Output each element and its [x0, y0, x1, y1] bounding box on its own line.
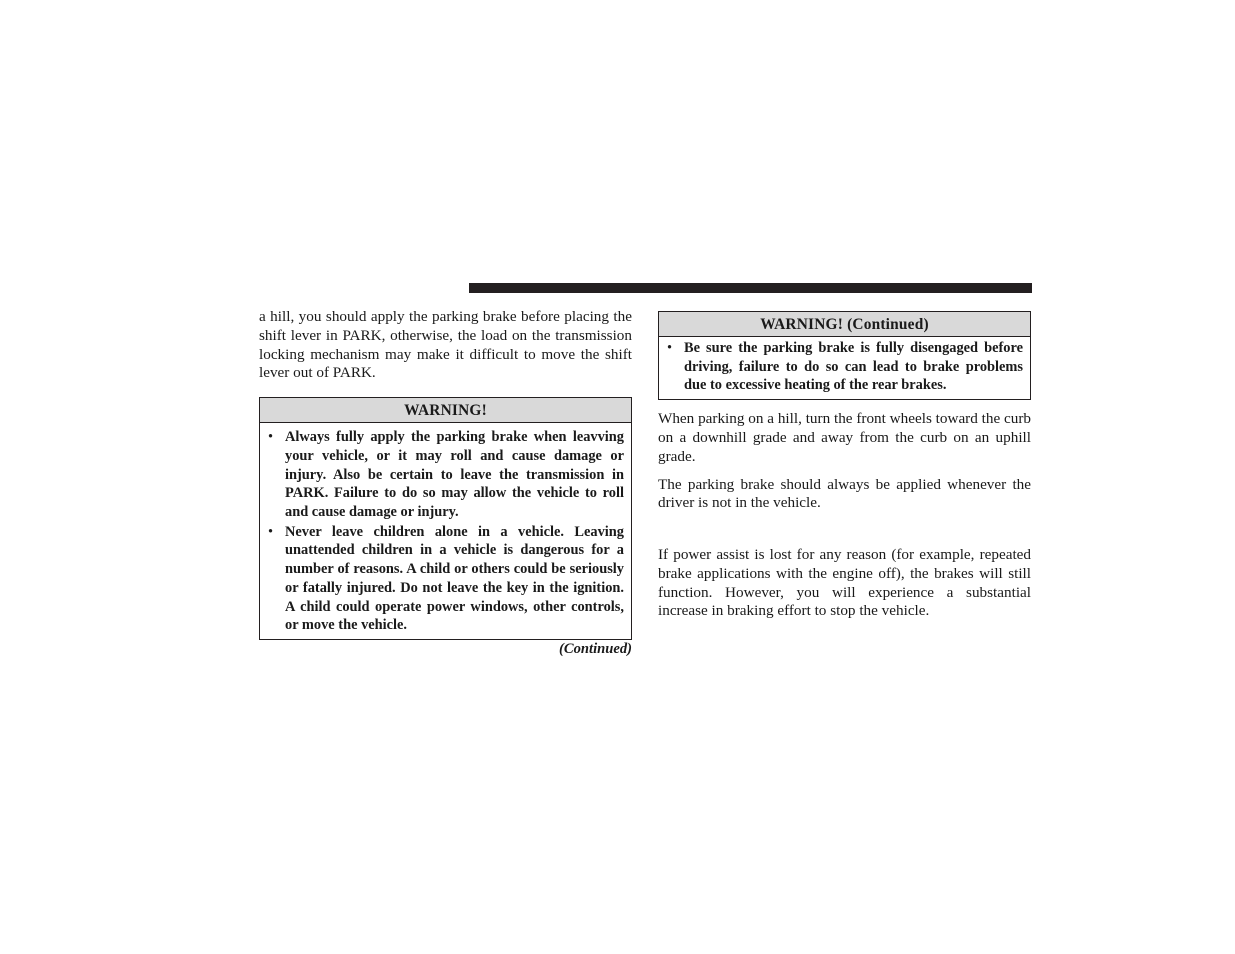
warning-list	[659, 337, 1030, 399]
intro-paragraph: a hill, you should apply the parking brake before placing the shift lever in PARK, otherwise, the load on the transmission locking mechanism may make it difficult to move the shift lever out of PARK.	[259, 308, 632, 382]
section-header-bar	[469, 283, 1032, 293]
hill-parking-paragraph: When parking on a hill, turn the front wheels toward the curb on a downhill grade and away from the curb on an uphill grade.	[658, 410, 1031, 465]
bullet-icon: •	[268, 429, 274, 446]
left-column	[259, 308, 632, 658]
parking-brake-paragraph: The parking brake should always be applied whenever the driver is not in the vehicle.	[658, 475, 1031, 512]
warning-item-text: Always fully apply the parking brake when leavving your vehicle, or it may roll and cause damage or injury. Also be certain to leave the transmission in PARK. Failure to do so may allow the vehicle to roll and cause damage or injury.	[285, 429, 624, 520]
right-column	[658, 311, 1031, 621]
warning-item	[267, 428, 624, 522]
bullet-icon: •	[268, 523, 274, 540]
warning-item-text: Never leave children alone in a vehicle. Leaving unattended children in a vehicle is dangerous for a number of reasons. A child or others could be seriously or fatally injured. Do not leave the key in the ignition. A child could operate power windows, other controls, or move the vehicle.	[285, 523, 624, 634]
warning-title: WARNING!	[260, 398, 631, 423]
warning-continued-box	[658, 311, 1031, 400]
continued-label: (Continued)	[559, 640, 632, 657]
bullet-icon: •	[667, 340, 673, 356]
warning-continued-title: WARNING! (Continued)	[659, 312, 1030, 337]
warning-item-text: Be sure the parking brake is fully disengaged before driving, failure to do so can lead to brake problems due to excessive heating of the rear brakes.	[684, 340, 1023, 394]
warning-box	[259, 397, 632, 640]
warning-item	[666, 339, 1023, 395]
warning-item	[267, 523, 624, 635]
warning-list	[260, 423, 631, 639]
power-assist-paragraph: If power assist is lost for any reason (for example, repeated brake applications with the engine off), the brakes will still function. However, you will experience a substantial increase in braking effort to stop the vehicle.	[658, 546, 1031, 620]
